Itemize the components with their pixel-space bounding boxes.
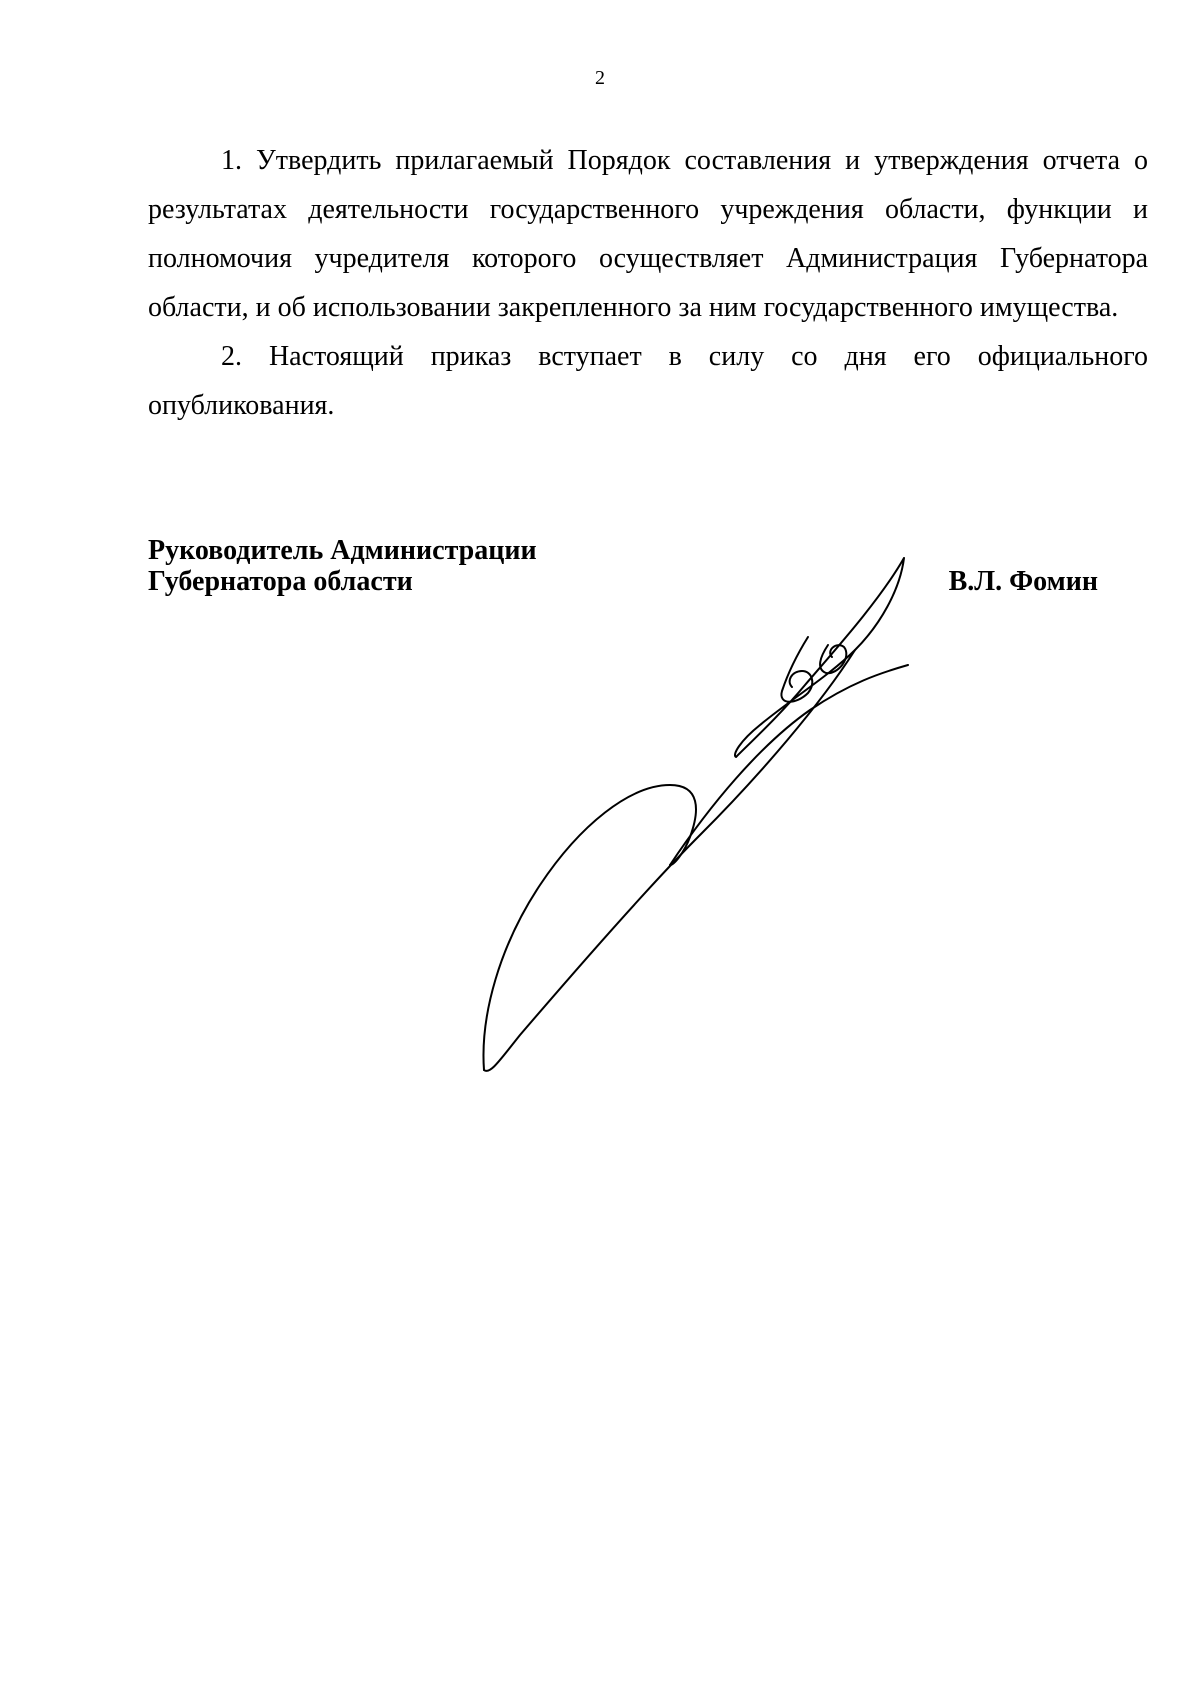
paragraph-2: 2. Настоящий приказ вступает в силу со дня его официального опубликования. — [148, 341, 1148, 421]
page-number: 2 — [595, 67, 605, 89]
handwritten-signature — [460, 545, 920, 1125]
signer-position-line2: Губернатора области — [148, 566, 413, 597]
signer-position-line1: Руководитель Администрации — [148, 535, 537, 566]
signer-name: В.Л. Фомин — [948, 566, 1098, 597]
document-body — [148, 136, 1148, 430]
paragraph-1: 1. Утвердить прилагаемый Порядок составления и утверждения отчета о результатах деятельности государственного учреждения области, функции и полномочия учредителя которого осуществляет Администрация Губернатора области, и об использовании закрепленного за ним государственного имущества. — [148, 145, 1148, 323]
